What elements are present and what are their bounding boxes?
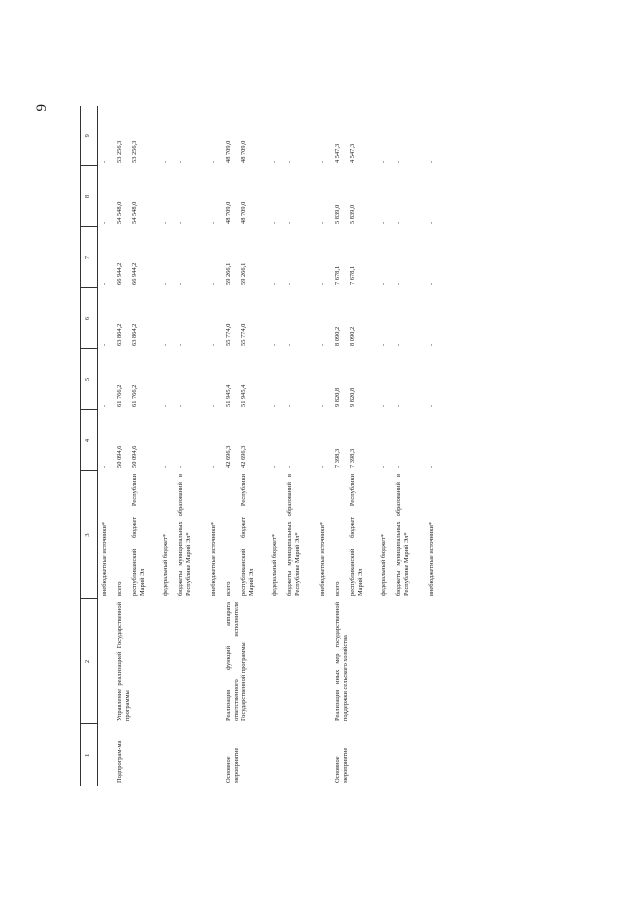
page-number: 9 (33, 103, 50, 111)
value-cell: 66 944,2 (130, 262, 138, 285)
value-cell: - (100, 404, 108, 407)
value-cell: - (209, 160, 217, 163)
value-cell: 53 256,3 (130, 140, 138, 163)
source-cell: внебюджетные источники* (427, 521, 435, 596)
value-cell: - (427, 343, 435, 346)
col-header: 4 (80, 410, 97, 471)
source-cell: всего (333, 581, 341, 596)
value-cell: 5 839,0 (333, 204, 341, 224)
value-cell: - (427, 282, 435, 285)
value-cell: - (394, 221, 402, 224)
value-cell: 8 090,2 (333, 326, 341, 346)
document-page (33, 86, 600, 836)
value-cell: - (379, 221, 387, 224)
source-cell: всего (224, 581, 232, 596)
value-cell: - (394, 343, 402, 346)
value-cell: - (176, 160, 184, 163)
value-cell: - (270, 404, 278, 407)
source-cell: внебюджетные источники* (318, 521, 326, 596)
value-cell: - (318, 221, 326, 224)
name-cell: Управление реализацией Государственной программы (115, 601, 131, 721)
value-cell: - (379, 160, 387, 163)
value-cell: - (318, 160, 326, 163)
value-cell: - (427, 221, 435, 224)
source-cell: внебюджетные источники* (209, 521, 217, 596)
value-cell: 4 547,3 (348, 143, 356, 163)
name-cell: Реализация функций аппарата ответственного исполнителя Государственной программы (224, 601, 247, 721)
value-cell: 42 696,3 (239, 445, 247, 468)
source-cell: республиканский бюджет Республики Марий Эл (239, 473, 255, 596)
value-cell: 53 256,3 (115, 140, 123, 163)
value-cell: 7 398,3 (333, 448, 341, 468)
value-cell: - (318, 465, 326, 468)
value-cell: - (100, 465, 108, 468)
value-cell: 7 398,3 (348, 448, 356, 468)
value-cell: 48 709,0 (239, 140, 247, 163)
value-cell: 63 864,2 (115, 323, 123, 346)
value-cell: - (161, 465, 169, 468)
value-cell: 50 094,6 (115, 445, 123, 468)
value-cell: - (285, 282, 293, 285)
value-cell: 8 090,2 (348, 326, 356, 346)
value-cell: - (209, 221, 217, 224)
value-cell: 48 709,0 (224, 201, 232, 224)
value-cell: 9 820,8 (333, 387, 341, 407)
value-cell: 51 945,4 (239, 384, 247, 407)
source-cell: бюджеты муниципальных образований в Республике Марий Эл* (394, 473, 410, 596)
value-cell: - (161, 282, 169, 285)
source-cell: федеральный бюджет* (379, 533, 387, 596)
value-cell: 54 548,0 (115, 201, 123, 224)
source-cell: бюджеты муниципальных образований в Республике Марий Эл* (176, 473, 192, 596)
value-cell: 7 678,1 (333, 265, 341, 285)
value-cell: - (176, 465, 184, 468)
value-cell: - (394, 465, 402, 468)
table-row (113, 106, 128, 786)
value-cell: - (285, 343, 293, 346)
value-cell: - (161, 221, 169, 224)
value-cell: 4 547,3 (333, 143, 341, 163)
value-cell: - (100, 221, 108, 224)
value-cell: - (318, 282, 326, 285)
value-cell: - (379, 465, 387, 468)
col-header: 9 (80, 106, 97, 166)
value-cell: - (394, 404, 402, 407)
value-cell: - (318, 343, 326, 346)
value-cell: - (270, 221, 278, 224)
name-cell: Реализация иных мер государственной поддержки сельского хозяйства (333, 601, 349, 721)
col-header: 3 (80, 471, 97, 599)
value-cell: - (285, 404, 293, 407)
col-header: 5 (80, 349, 97, 410)
value-cell: - (427, 465, 435, 468)
value-cell: 9 820,8 (348, 387, 356, 407)
value-cell: - (176, 404, 184, 407)
source-cell: всего (115, 581, 123, 596)
value-cell: - (209, 282, 217, 285)
value-cell: 55 774,0 (239, 323, 247, 346)
value-cell: - (285, 465, 293, 468)
value-cell: 66 944,2 (115, 262, 123, 285)
value-cell: - (379, 282, 387, 285)
value-cell: 7 678,1 (348, 265, 356, 285)
value-cell: 48 709,0 (224, 140, 232, 163)
value-cell: - (270, 160, 278, 163)
col-header: 8 (80, 166, 97, 227)
value-cell: - (176, 282, 184, 285)
value-cell: - (161, 404, 169, 407)
value-cell: - (161, 343, 169, 346)
value-cell: - (176, 221, 184, 224)
value-cell: - (285, 160, 293, 163)
value-cell: - (394, 160, 402, 163)
value-cell: 63 864,2 (130, 323, 138, 346)
col-header: 1 (80, 724, 97, 786)
table-row (97, 106, 113, 786)
value-cell: 59 266,1 (239, 262, 247, 285)
source-cell: республиканский бюджет Республики Марий Эл (348, 473, 364, 596)
value-cell: - (209, 465, 217, 468)
value-cell: 59 266,1 (224, 262, 232, 285)
type-cell: Основное мероприятие (333, 747, 349, 783)
value-cell: - (427, 404, 435, 407)
value-cell: 61 766,2 (115, 384, 123, 407)
col-header: 2 (80, 599, 97, 724)
value-cell: - (270, 465, 278, 468)
value-cell: - (100, 343, 108, 346)
value-cell: - (100, 282, 108, 285)
financing-table (80, 106, 440, 786)
value-cell: - (379, 343, 387, 346)
source-cell: бюджеты муниципальных образований в Республике Марий Эл* (285, 473, 301, 596)
table-row (331, 106, 346, 786)
col-header: 7 (80, 227, 97, 288)
col-header: 6 (80, 288, 97, 349)
value-cell: 5 839,0 (348, 204, 356, 224)
value-cell: - (100, 160, 108, 163)
value-cell: - (270, 343, 278, 346)
value-cell: 42 696,3 (224, 445, 232, 468)
value-cell: - (427, 160, 435, 163)
value-cell: 50 094,6 (130, 445, 138, 468)
table-row (222, 106, 237, 786)
type-cell: Подпрограм-ма (115, 740, 123, 783)
value-cell: 51 945,4 (224, 384, 232, 407)
header-row (80, 106, 97, 786)
value-cell: - (379, 404, 387, 407)
value-cell: - (209, 404, 217, 407)
value-cell: 48 709,0 (239, 201, 247, 224)
type-cell: Основное мероприятие (224, 747, 240, 783)
source-cell: федеральный бюджет* (270, 533, 278, 596)
value-cell: 55 774,0 (224, 323, 232, 346)
value-cell: 54 548,0 (130, 201, 138, 224)
value-cell: - (394, 282, 402, 285)
value-cell: - (161, 160, 169, 163)
value-cell: - (209, 343, 217, 346)
source-cell: федеральный бюджет* (161, 533, 169, 596)
value-cell: - (285, 221, 293, 224)
value-cell: 61 766,2 (130, 384, 138, 407)
source-cell: внебюджетные источники* (100, 521, 108, 596)
source-cell: республиканский бюджет Республики Марий Эл (130, 473, 146, 596)
value-cell: - (176, 343, 184, 346)
value-cell: - (318, 404, 326, 407)
value-cell: - (270, 282, 278, 285)
